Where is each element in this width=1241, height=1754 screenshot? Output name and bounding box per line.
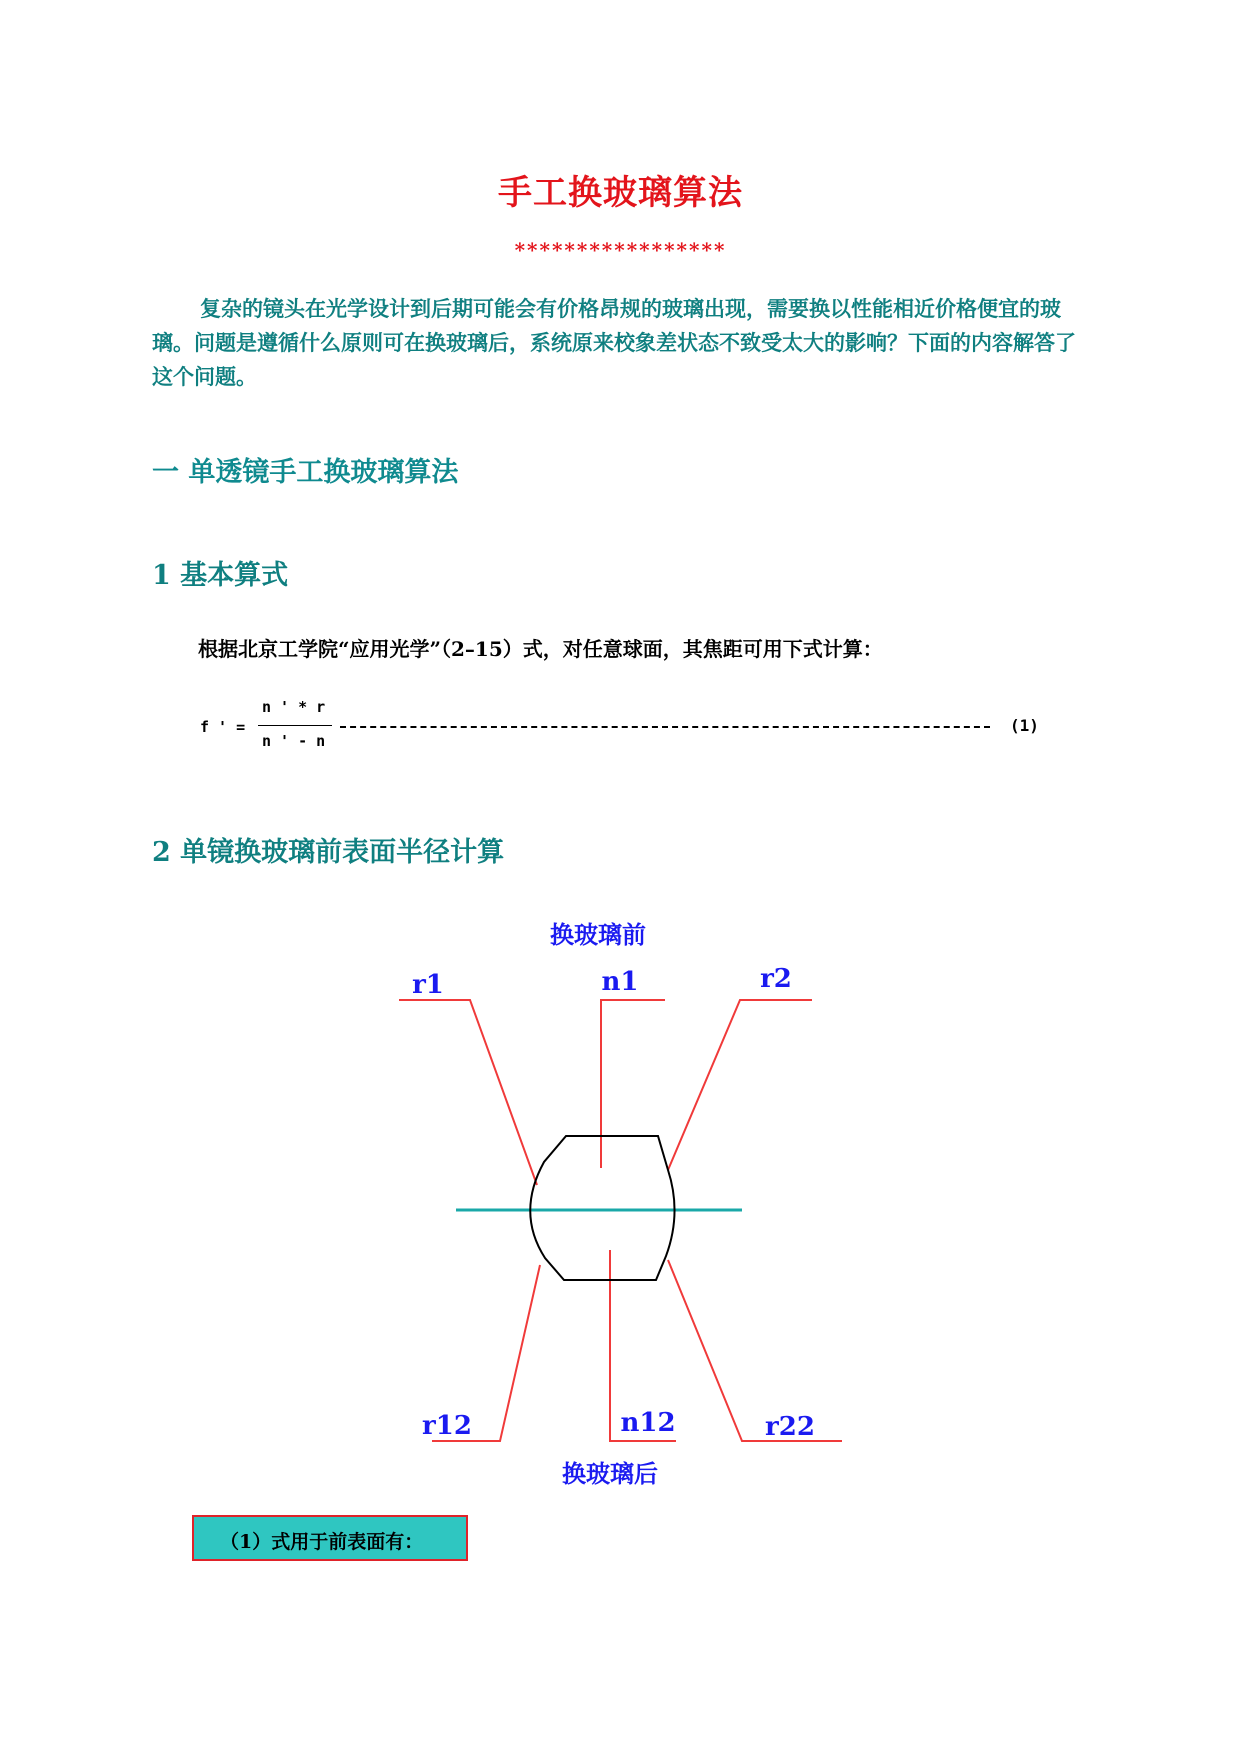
leader-n1 bbox=[601, 1000, 665, 1168]
leader-r1 bbox=[399, 1000, 537, 1185]
lens-outline bbox=[530, 1136, 674, 1280]
note-box bbox=[192, 1515, 468, 1561]
formula-intro-text: 根据北京工学院“应用光学”（2–15）式，对任意球面，其焦距可用下式计算： bbox=[198, 637, 883, 661]
subheading-basic-formula: 1 基本算式 bbox=[152, 560, 289, 591]
label-r12: r12 bbox=[422, 1411, 472, 1441]
formula-numerator: n ' * r bbox=[262, 698, 326, 716]
note-text: （1）式用于前表面有： bbox=[220, 1531, 424, 1553]
formula-lhs: f ' = bbox=[200, 718, 246, 736]
intro-paragraph: 复杂的镜头在光学设计到后期可能会有价格昂规的玻璃出现，需要换以性能相近价格便宜的玻璃。问题是遵循什么原则可在换玻璃后，系统原来校象差状态不致受太大的影响？下面的内容解答了这个问题。 bbox=[152, 296, 1076, 389]
section-heading-single-lens: 一 单透镜手工换玻璃算法 bbox=[152, 457, 459, 488]
label-r1: r1 bbox=[412, 970, 444, 1000]
formula-denominator: n ' - n bbox=[262, 732, 326, 750]
label-n12: n12 bbox=[620, 1408, 676, 1438]
subheading-front-radius: 2 单镜换玻璃前表面半径计算 bbox=[152, 837, 505, 868]
star-divider: ***************** bbox=[514, 238, 727, 262]
leader-r2 bbox=[668, 1000, 812, 1170]
label-after: 换玻璃后 bbox=[562, 1459, 658, 1488]
label-before: 换玻璃前 bbox=[550, 920, 646, 949]
leader-lines bbox=[399, 1000, 842, 1441]
formula-number: (1) bbox=[1010, 716, 1039, 735]
document-title: 手工换玻璃算法 bbox=[498, 173, 743, 213]
label-n1: n1 bbox=[601, 967, 639, 997]
leader-r22 bbox=[668, 1260, 842, 1441]
label-r22: r22 bbox=[765, 1412, 815, 1442]
label-r2: r2 bbox=[760, 964, 792, 994]
